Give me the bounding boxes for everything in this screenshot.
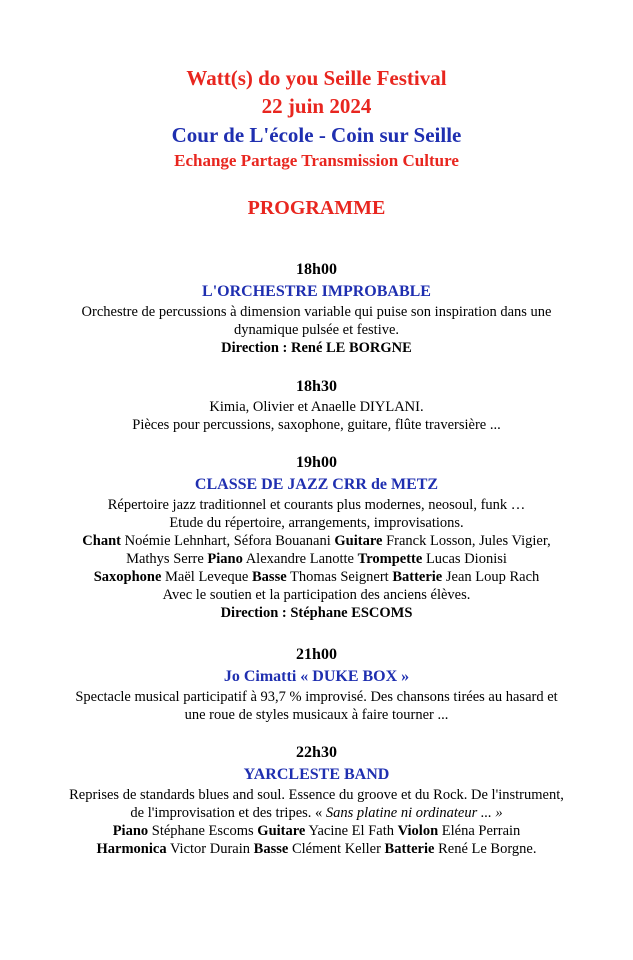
- musician-names: Mathys Serre: [126, 551, 208, 567]
- event-name: L'ORCHESTRE IMPROBABLE: [202, 283, 431, 300]
- event-18h30: [0, 376, 633, 434]
- musician-names: Alexandre Lanotte: [242, 551, 358, 567]
- event-description: Répertoire jazz traditionnel et courants plus modernes, neosoul, funk …: [107, 497, 526, 513]
- musician-names: Stéphane Escoms: [148, 823, 258, 839]
- event-time: 21h00: [296, 646, 337, 663]
- lineup-line: [0, 550, 633, 568]
- instrument-label: Piano: [112, 823, 149, 839]
- event-time: 19h00: [296, 454, 337, 471]
- event-21h00: [0, 644, 633, 724]
- event-19h00: [0, 452, 633, 622]
- musician-names: Victor Durain: [166, 841, 254, 857]
- event-description: Etude du répertoire, arrangements, improvisations.: [169, 515, 464, 531]
- festival-date: 22 juin 2024: [261, 94, 372, 118]
- programme-heading: PROGRAMME: [247, 197, 386, 219]
- musician-names: Maël Leveque: [161, 569, 252, 585]
- instrument-label: Trompette: [357, 551, 423, 567]
- lineup-line: [0, 822, 633, 840]
- musician-names: Eléna Perrain: [438, 823, 521, 839]
- festival-tagline: Echange Partage Transmission Culture: [174, 151, 459, 170]
- event-description: Pièces pour percussions, saxophone, guitare, flûte traversière ...: [132, 417, 501, 433]
- event-description: Reprises de standards blues and soul. Essence du groove et du Rock. De l'instrument,: [69, 787, 564, 803]
- musician-names: Noémie Lehnhart, Séfora Bouanani: [120, 533, 335, 549]
- event-direction: Direction : René LE BORGNE: [221, 340, 412, 356]
- musician-names: Jean Loup Rach: [442, 569, 540, 585]
- festival-title: Watt(s) do you Seille Festival: [186, 66, 447, 90]
- instrument-label: Basse: [253, 841, 289, 857]
- event-support: Avec le soutien et la participation des anciens élèves.: [162, 587, 471, 603]
- event-description: [0, 804, 633, 822]
- event-time: 18h00: [296, 261, 337, 278]
- festival-venue: Cour de L'école - Coin sur Seille: [171, 123, 462, 147]
- lineup-line: [0, 568, 633, 586]
- lineup-line: [0, 532, 633, 550]
- musician-names: Thomas Seignert: [286, 569, 393, 585]
- event-time: 22h30: [296, 744, 337, 761]
- event-description: Orchestre de percussions à dimension variable qui puise son inspiration dans une: [81, 304, 552, 320]
- event-time: 18h30: [296, 378, 337, 395]
- event-description: une roue de styles musicaux à faire tourner ...: [184, 707, 449, 723]
- instrument-label: Harmonica: [96, 841, 167, 857]
- instrument-label: Batterie: [392, 569, 443, 585]
- instrument-label: Saxophone: [93, 569, 162, 585]
- instrument-label: Violon: [397, 823, 439, 839]
- description-text: de l'improvisation et des tripes. «: [130, 805, 326, 821]
- event-name: CLASSE DE JAZZ CRR de METZ: [194, 476, 439, 493]
- event-performers: Kimia, Olivier et Anaelle DIYLANI.: [209, 399, 424, 415]
- event-name: Jo Cimatti « DUKE BOX »: [223, 668, 410, 685]
- event-direction: Direction : Stéphane ESCOMS: [220, 605, 413, 621]
- musician-names: René Le Borgne.: [434, 841, 537, 857]
- instrument-label: Guitare: [257, 823, 306, 839]
- event-description: Spectacle musical participatif à 93,7 % improvisé. Des chansons tirées au hasard et: [75, 689, 558, 705]
- event-22h30: [0, 742, 633, 858]
- musician-names: Franck Losson, Jules Vigier,: [382, 533, 551, 549]
- musician-names: Clément Keller: [288, 841, 385, 857]
- instrument-label: Chant: [82, 533, 121, 549]
- event-description: dynamique pulsée et festive.: [233, 322, 400, 338]
- musician-names: Yacine El Fath: [305, 823, 398, 839]
- event-quote: Sans platine ni ordinateur ... »: [325, 805, 503, 821]
- instrument-label: Guitare: [334, 533, 383, 549]
- lineup-line: [0, 840, 633, 858]
- event-name: YARCLESTE BAND: [243, 766, 390, 783]
- instrument-label: Piano: [207, 551, 243, 567]
- musician-names: Lucas Dionisi: [422, 551, 507, 567]
- instrument-label: Basse: [252, 569, 287, 585]
- instrument-label: Batterie: [384, 841, 435, 857]
- event-18h00: [0, 259, 633, 357]
